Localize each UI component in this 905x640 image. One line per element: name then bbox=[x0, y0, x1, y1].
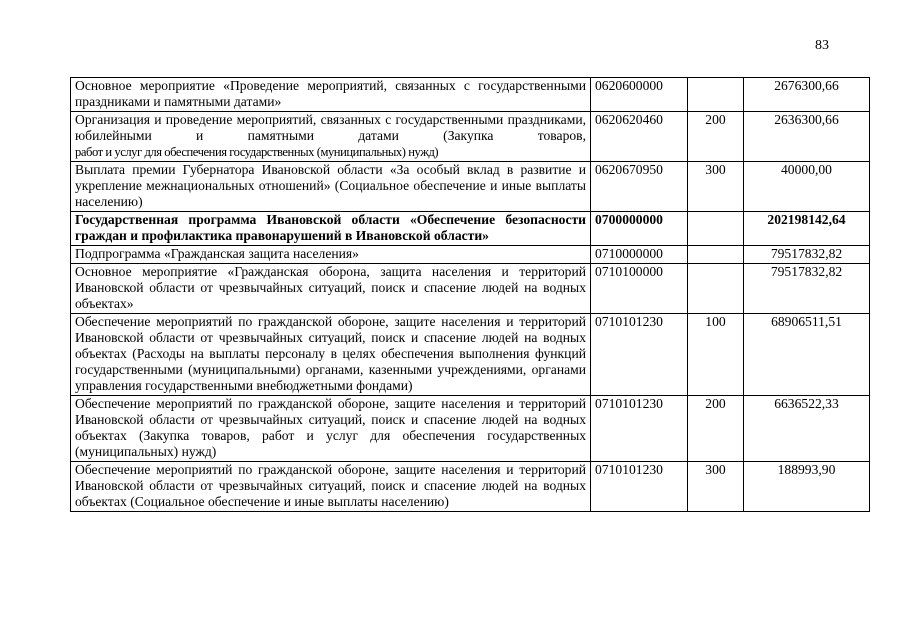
target-article-code: 0710100000 bbox=[591, 264, 688, 314]
budget-table bbox=[70, 77, 870, 512]
target-article-code: 0620670950 bbox=[591, 162, 688, 212]
expense-type-code: 300 bbox=[688, 162, 744, 212]
table-row bbox=[71, 396, 870, 462]
target-article-code: 0710101230 bbox=[591, 314, 688, 396]
expense-name bbox=[71, 112, 591, 162]
amount: 79517832,82 bbox=[744, 246, 870, 264]
amount: 2676300,66 bbox=[744, 78, 870, 112]
expense-name: Подпрограмма «Гражданская защита населения» bbox=[71, 246, 591, 264]
target-article-code: 0620600000 bbox=[591, 78, 688, 112]
table-row bbox=[71, 246, 870, 264]
expense-name: Выплата премии Губернатора Ивановской области «За особый вклад в развитие и укрепление межнациональных отношений» (Социальное обеспечение и иные выплаты населению) bbox=[71, 162, 591, 212]
amount: 68906511,51 bbox=[744, 314, 870, 396]
expense-type-code: 200 bbox=[688, 396, 744, 462]
target-article-code: 0710101230 bbox=[591, 462, 688, 512]
page-number: 83 bbox=[815, 38, 829, 53]
table-row-program bbox=[71, 212, 870, 246]
expense-type-code: 300 bbox=[688, 462, 744, 512]
expense-type-code bbox=[688, 212, 744, 246]
expense-name: Обеспечение мероприятий по гражданской обороне, защите населения и территорий Ивановской области от чрезвычайных ситуаций, поиск и спасение людей на водных объектах (Закупка товаров, работ и услуг для обеспечения государственных (муниципальных) нужд) bbox=[71, 396, 591, 462]
table-row bbox=[71, 78, 870, 112]
expense-type-code bbox=[688, 246, 744, 264]
table-row bbox=[71, 162, 870, 212]
expense-name: Обеспечение мероприятий по гражданской обороне, защите населения и территорий Ивановской области от чрезвычайных ситуаций, поиск и спасение людей на водных объектах (Расходы на выплаты персоналу в целях обеспечения выполнения функций государственными (муниципальными) органами, казенными учреждениями, органами управления государственными внебюджетными фондами) bbox=[71, 314, 591, 396]
amount: 188993,90 bbox=[744, 462, 870, 512]
table-row bbox=[71, 314, 870, 396]
table-row bbox=[71, 264, 870, 314]
expense-type-code bbox=[688, 264, 744, 314]
expense-name: Основное мероприятие «Гражданская оборона, защита населения и территорий Ивановской области от чрезвычайных ситуаций, поиск и спасение людей на водных объектах» bbox=[71, 264, 591, 314]
expense-type-code: 100 bbox=[688, 314, 744, 396]
expense-type-code: 200 bbox=[688, 112, 744, 162]
table-row bbox=[71, 112, 870, 162]
target-article-code: 0710101230 bbox=[591, 396, 688, 462]
expense-name: Основное мероприятие «Проведение мероприятий, связанных с государственными праздниками и памятными датами» bbox=[71, 78, 591, 112]
amount: 40000,00 bbox=[744, 162, 870, 212]
expense-name-tail: работ и услуг для обеспечения государственных (муниципальных) нужд) bbox=[75, 145, 439, 159]
expense-name: Обеспечение мероприятий по гражданской обороне, защите населения и территорий Ивановской области от чрезвычайных ситуаций, поиск и спасение людей на водных объектах (Социальное обеспечение и иные выплаты населению) bbox=[71, 462, 591, 512]
expense-name-text: Организация и проведение мероприятий, связанных с государственными праздниками, юбилейными и памятными датами (Закупка товаров, bbox=[75, 112, 586, 143]
amount: 2636300,66 bbox=[744, 112, 870, 162]
amount: 79517832,82 bbox=[744, 264, 870, 314]
target-article-code: 0700000000 bbox=[591, 212, 688, 246]
expense-type-code bbox=[688, 78, 744, 112]
expense-name: Государственная программа Ивановской области «Обеспечение безопасности граждан и профилактика правонарушений в Ивановской области» bbox=[71, 212, 591, 246]
amount: 6636522,33 bbox=[744, 396, 870, 462]
target-article-code: 0710000000 bbox=[591, 246, 688, 264]
table-row bbox=[71, 462, 870, 512]
target-article-code: 0620620460 bbox=[591, 112, 688, 162]
amount: 202198142,64 bbox=[744, 212, 870, 246]
